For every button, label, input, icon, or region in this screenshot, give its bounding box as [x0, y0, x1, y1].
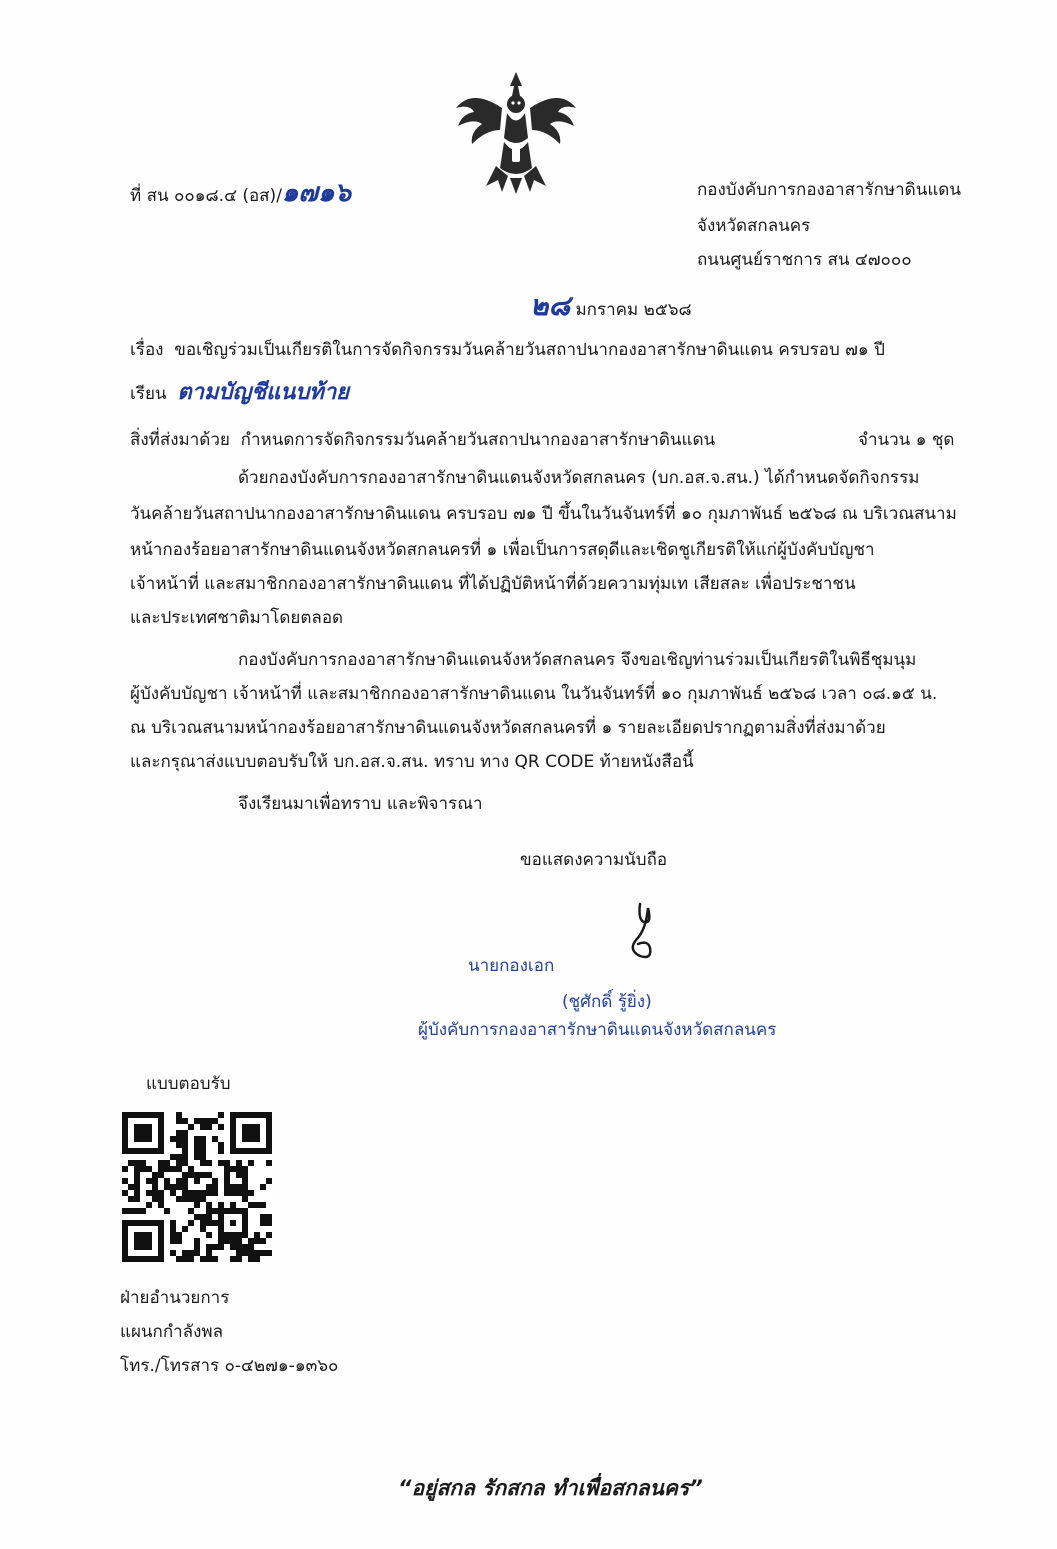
date-day-handwritten: ๒๘ — [530, 289, 571, 322]
sender-line-1: กองบังคับการกองอาสารักษาดินแดน — [697, 180, 961, 200]
paragraph-1-line-1: ด้วยกองบังคับการกองอาสารักษาดินแดนจังหวัดสกลนคร (บก.อส.จ.สน.) ได้กำหนดจัดกิจกรรม — [238, 468, 920, 488]
sender-line-3: ถนนศูนย์ราชการ สน ๔๗๐๐๐ — [697, 250, 912, 270]
paragraph-1-line-3: หน้ากองร้อยอาสารักษาดินแดนจังหวัดสกลนครที่ ๑ เพื่อเป็นการสดุดีและเชิดชูเกียรติให้แก่ผู้บังคับบัญชา — [130, 540, 875, 560]
reference-number — [130, 172, 351, 213]
signatory-name: (ชูศักดิ์ รู้ยิ่ง) — [562, 992, 652, 1012]
paragraph-1-line-2: วันคล้ายวันสถาปนากองอาสารักษาดินแดน ครบรอบ ๗๑ ปี ขึ้นในวันจันทร์ที่ ๑๐ กุมภาพันธ์ ๒๕๖๘ ณ บริเวณสนาม — [130, 504, 957, 524]
subject-label: เรื่อง — [130, 340, 164, 360]
salutation-label: เรียน — [130, 384, 167, 404]
enclosure-text: กำหนดการจัดกิจกรรมวันคล้ายวันสถาปนากองอาสารักษาดินแดน — [240, 430, 716, 450]
paragraph-2-line-3: ณ บริเวณสนามหน้ากองร้อยอาสารักษาดินแดนจังหวัดสกลนครที่ ๑ รายละเอียดปรากฏตามสิ่งที่ส่งมาด้วย — [130, 718, 886, 738]
closing-line: จึงเรียนมาเพื่อทราบ และพิจารณา — [238, 794, 483, 814]
sender-line-2: จังหวัดสกลนคร — [697, 216, 811, 236]
motto: “อยู่สกล รักสกล ทำเพื่อสกลนคร” — [398, 1476, 703, 1500]
paragraph-2-line-1: กองบังคับการกองอาสารักษาดินแดนจังหวัดสกลนคร จึงขอเชิญท่านร่วมเป็นเกียรติในพิธีชุมนุม — [238, 650, 917, 670]
enclosure-line — [130, 426, 715, 453]
signatory-position: ผู้บังคับการกองอาสารักษาดินแดนจังหวัดสกลนคร — [418, 1020, 777, 1040]
subject-text: ขอเชิญร่วมเป็นเกียรติในการจัดกิจกรรมวันคล้ายวันสถาปนากองอาสารักษาดินแดน ครบรอบ ๗๑ ปี — [174, 340, 885, 360]
contact-section: แผนกกำลังพล — [120, 1322, 224, 1342]
date-month-year: มกราคม ๒๕๖๘ — [575, 300, 692, 320]
reference-handwritten-number: ๑๗๑๖ — [281, 178, 351, 208]
paragraph-1-line-5: และประเทศชาติมาโดยตลอด — [130, 608, 344, 628]
reply-form-label: แบบตอบรับ — [146, 1074, 231, 1094]
enclosure-label: สิ่งที่ส่งมาด้วย — [130, 430, 230, 450]
letter-date — [530, 284, 692, 328]
enclosure-quantity: จำนวน ๑ ชุด — [858, 430, 955, 450]
contact-department: ฝ่ายอำนวยการ — [120, 1288, 230, 1308]
signatory-rank: นายกองเอก — [468, 956, 555, 976]
contact-phone: โทร./โทรสาร ๐-๔๒๗๑-๑๓๖๐ — [120, 1356, 339, 1376]
paragraph-2-line-4: และกรุณาส่งแบบตอบรับให้ บก.อส.จ.สน. ทราบ ทาง QR CODE ท้ายหนังสือนี้ — [130, 752, 694, 772]
subject-line — [130, 336, 885, 363]
signature-icon — [618, 900, 668, 964]
salutation-line — [130, 374, 349, 409]
regards-line: ขอแสดงความนับถือ — [520, 850, 668, 870]
qr-code-icon[interactable] — [122, 1112, 272, 1262]
salutation-handwritten: ตามบัญชีแนบท้าย — [177, 379, 350, 405]
reference-prefix: ที่ สน ๐๐๑๘.๔ (อส)/ — [130, 186, 282, 206]
paragraph-1-line-4: เจ้าหน้าที่ และสมาชิกกองอาสารักษาดินแดน ที่ได้ปฏิบัติหน้าที่ด้วยความทุ่มเท เสียสละ เพื่อประชาชน — [130, 574, 856, 594]
paragraph-2-line-2: ผู้บังคับบัญชา เจ้าหน้าที่ และสมาชิกกองอาสารักษาดินแดน ในวันจันทร์ที่ ๑๐ กุมภาพันธ์ ๒๕๖๘ เวลา ๐๘.๑๕ น. — [130, 684, 938, 704]
garuda-emblem-icon — [452, 68, 580, 196]
